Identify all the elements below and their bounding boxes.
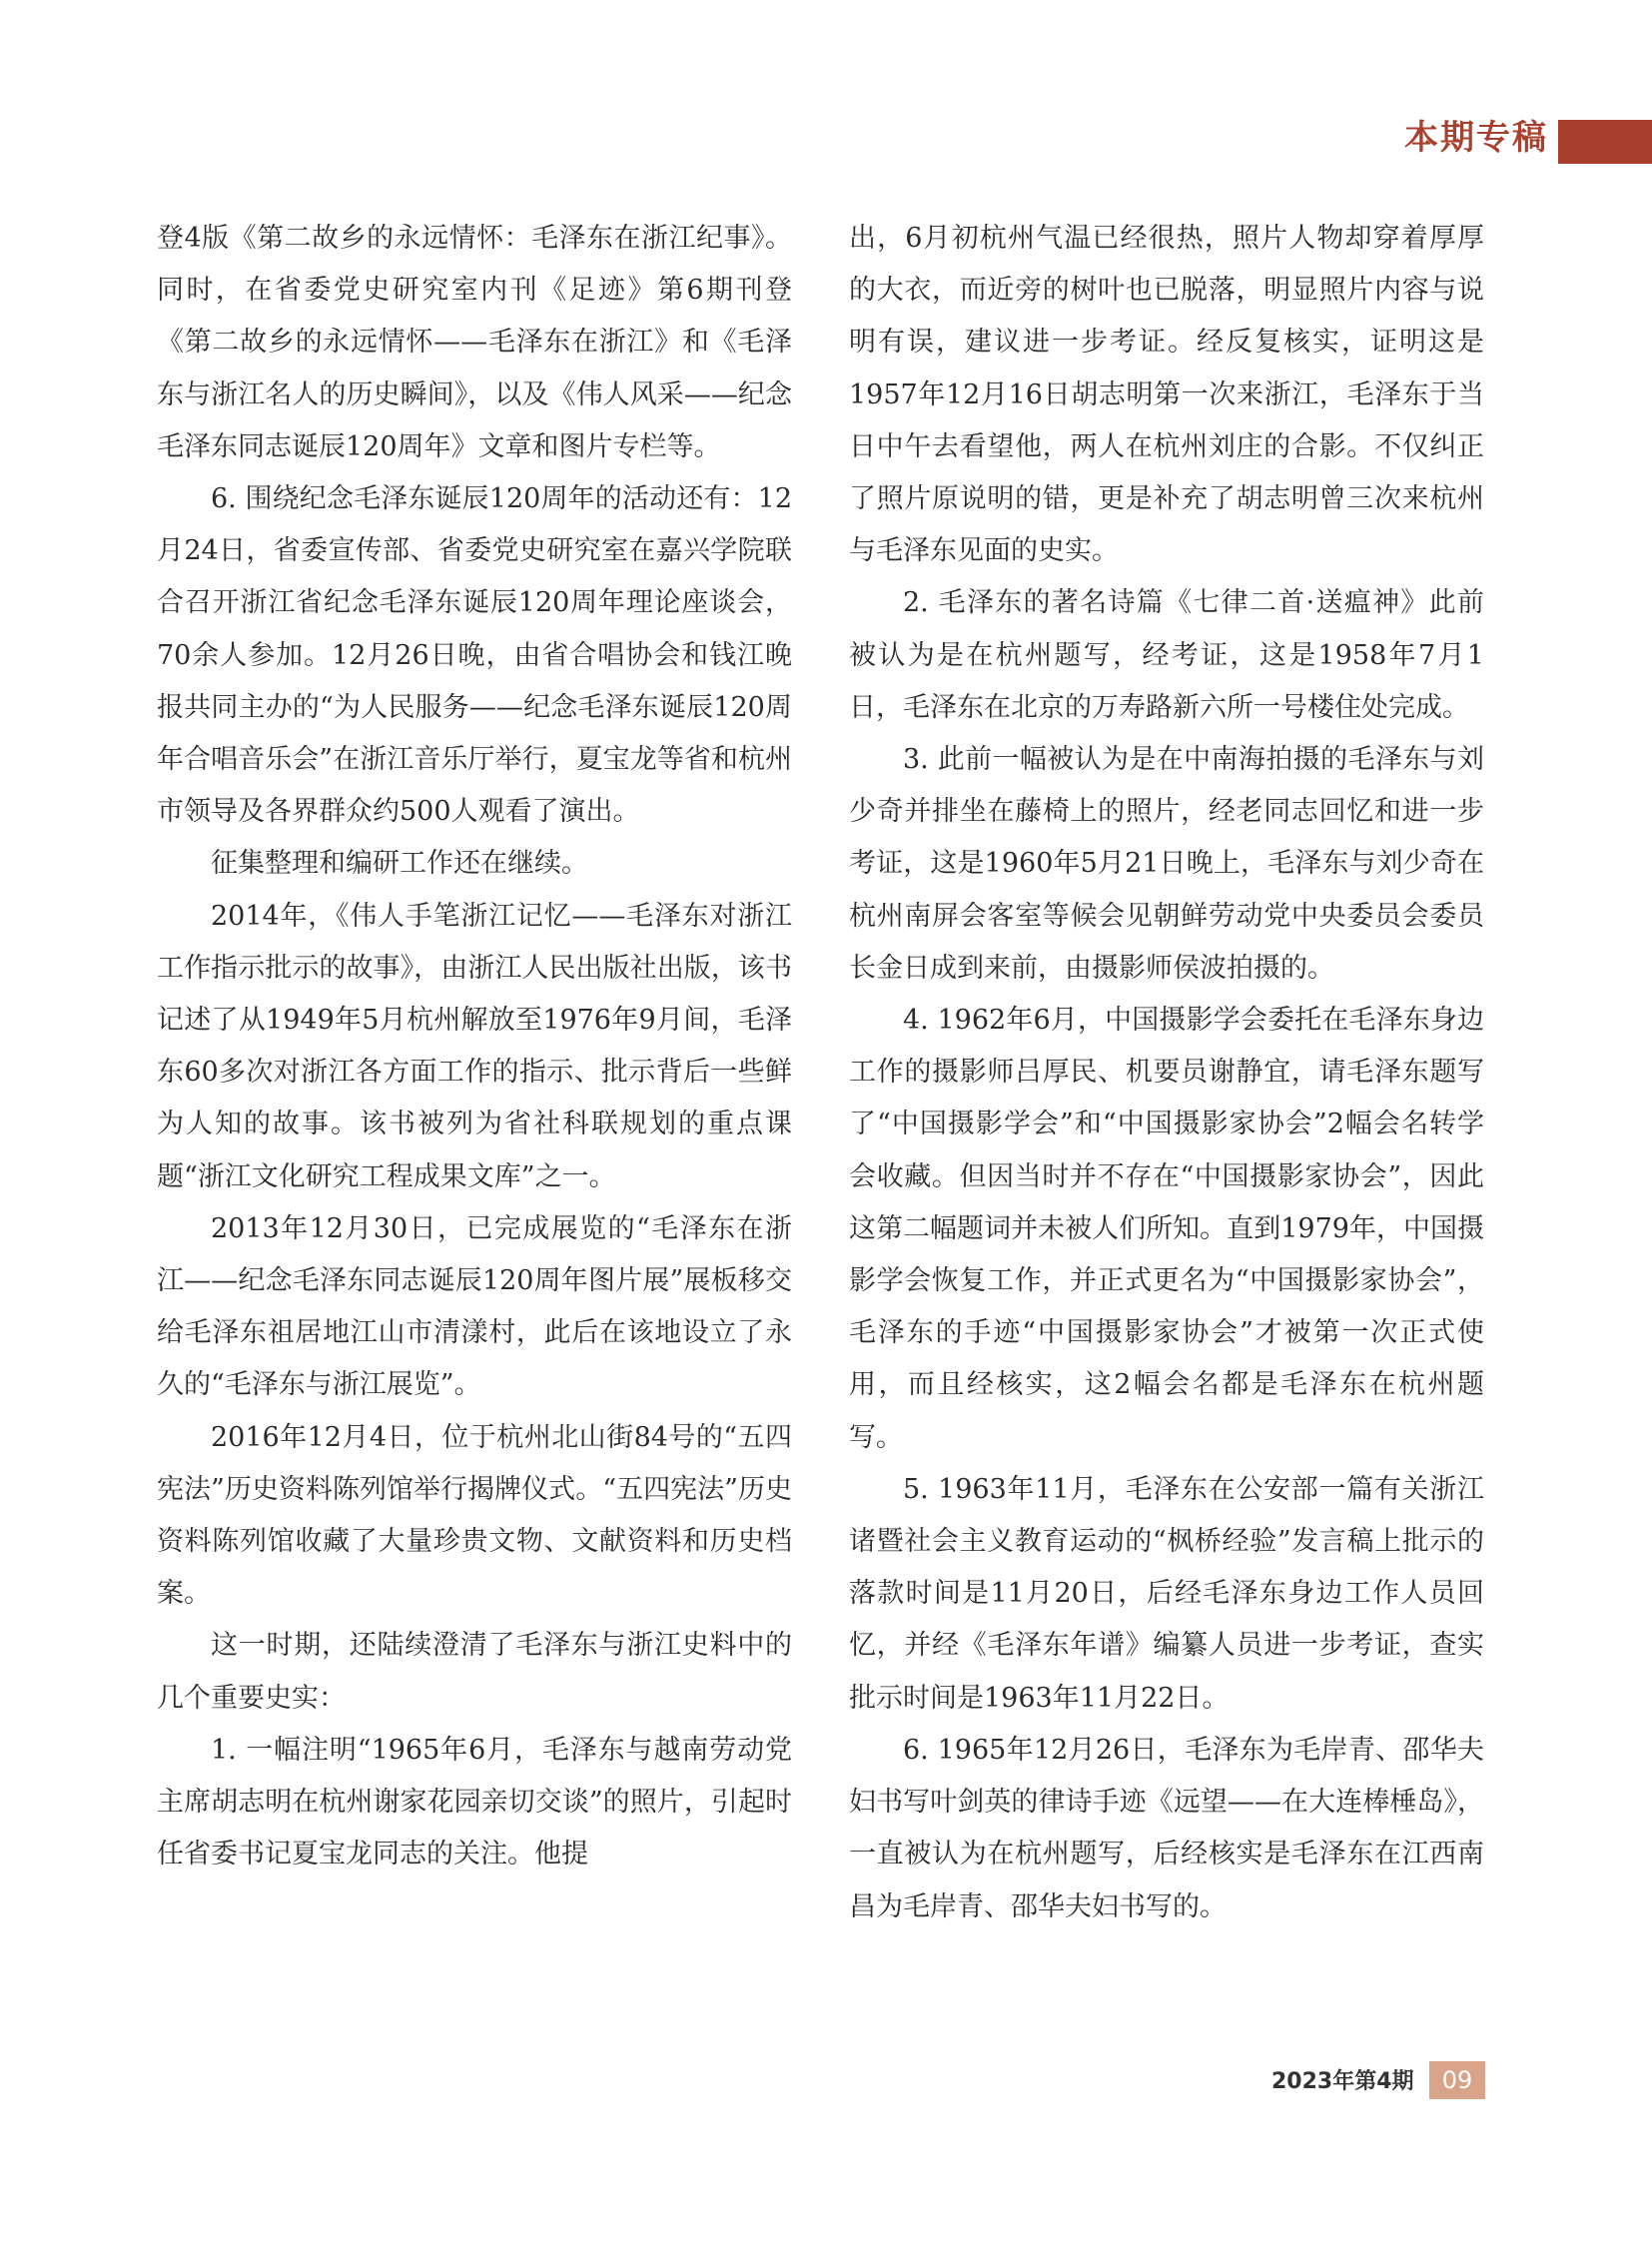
paragraph: 2. 毛泽东的著名诗篇《七律二首·送瘟神》此前被认为是在杭州题写，经考证，这是1958年7月1日，毛泽东在北京的万寿路新六所一号楼住处完成。 — [849, 587, 1484, 723]
paragraph: 6. 1965年12月26日，毛泽东为毛岸青、邵华夫妇书写叶剑英的律诗手迹《远望——在大连棒棰岛》，一直被认为在杭州题写，后经核实是毛泽东在江西南昌为毛岸青、邵华夫妇书写的。 — [849, 1734, 1484, 1922]
left-column — [157, 213, 792, 1881]
paragraph: 2014年，《伟人手笔浙江记忆——毛泽东对浙江工作指示批示的故事》，由浙江人民出版社出版，该书记述了从1949年5月杭州解放至1976年9月间，毛泽东60多次对浙江各方面工作的指示、批示背后一些鲜为人知的故事。该书被列为省社科联规划的重点课题“浙江文化研究工程成果文库”之一。 — [157, 900, 792, 1192]
paragraph: 4. 1962年6月，中国摄影学会委托在毛泽东身边工作的摄影师吕厚民、机要员谢静宜，请毛泽东题写了“中国摄影学会”和“中国摄影家协会”2幅会名转学会收藏。但因当时并不存在“中国摄影家协会”，因此这第二幅题词并未被人们所知。直到1979年，中国摄影学会恢复工作，并正式更名为“中国摄影家协会”，毛泽东的手迹“中国摄影家协会”才被第一次正式使用，而且经核实，这2幅会名都是毛泽东在杭州题写。 — [849, 1005, 1484, 1453]
right-column — [849, 213, 1484, 1933]
paragraph: 2013年12月30日，已完成展览的“毛泽东在浙江——纪念毛泽东同志诞辰120周年图片展”展板移交给毛泽东祖居地江山市清漾村，此后在该地设立了永久的“毛泽东与浙江展览”。 — [157, 1212, 792, 1401]
paragraph: 这一时期，还陆续澄清了毛泽东与浙江史料中的几个重要史实： — [157, 1630, 792, 1714]
page-number: 09 — [1429, 2061, 1485, 2099]
section-title: 本期专稿 — [1404, 118, 1548, 158]
paragraph: 2016年12月4日，位于杭州北山街84号的“五四宪法”历史资料陈列馆举行揭牌仪式。“五四宪法”历史资料陈列馆收藏了大量珍贵文物、文献资料和历史档案。 — [157, 1421, 792, 1610]
section-tag-bar — [1558, 120, 1652, 164]
paragraph: 征集整理和编研工作还在继续。 — [211, 848, 588, 880]
paragraph: 登4版《第二故乡的永远情怀：毛泽东在浙江纪事》。同时，在省委党史研究室内刊《足迹》第6期刊登《第二故乡的永远情怀——毛泽东在浙江》和《毛泽东与浙江名人的历史瞬间》，以及《伟人风采——纪念毛泽东同志诞辰120周年》文章和图片专栏等。 — [157, 223, 792, 462]
issue-label: 2023年第4期 — [1271, 2069, 1414, 2094]
paragraph: 3. 此前一幅被认为是在中南海拍摄的毛泽东与刘少奇并排坐在藤椅上的照片，经老同志回忆和进一步考证，这是1960年5月21日晚上，毛泽东与刘少奇在杭州南屏会客室等候会见朝鲜劳动党中央委员会委员长金日成到来前，由摄影师侯波拍摄的。 — [849, 744, 1484, 984]
paragraph: 5. 1963年11月，毛泽东在公安部一篇有关浙江诸暨社会主义教育运动的“枫桥经验”发言稿上批示的落款时间是11月20日，后经毛泽东身边工作人员回忆，并经《毛泽东年谱》编纂人员进一步考证，查实批示时间是1963年11月22日。 — [849, 1473, 1484, 1714]
paragraph: 6. 围绕纪念毛泽东诞辰120周年的活动还有：12月24日，省委宣传部、省委党史研究室在嘉兴学院联合召开浙江省纪念毛泽东诞辰120周年理论座谈会，70余人参加。12月26日晚，由省合唱协会和钱江晚报共同主办的“为人民服务——纪念毛泽东诞辰120周年合唱音乐会”在浙江音乐厅举行，夏宝龙等省和杭州市领导及各界群众约500人观看了演出。 — [157, 483, 792, 828]
paragraph: 出，6月初杭州气温已经很热，照片人物却穿着厚厚的大衣，而近旁的树叶也已脱落，明显照片内容与说明有误，建议进一步考证。经反复核实，证明这是1957年12月16日胡志明第一次来浙江，毛泽东于当日中午去看望他，两人在杭州刘庄的合影。不仅纠正了照片原说明的错，更是补充了胡志明曾三次来杭州与毛泽东见面的史实。 — [849, 223, 1484, 567]
paragraph: 1. 一幅注明“1965年6月，毛泽东与越南劳动党主席胡志明在杭州谢家花园亲切交谈”的照片，引起时任省委书记夏宝龙同志的关注。他提 — [157, 1734, 792, 1870]
